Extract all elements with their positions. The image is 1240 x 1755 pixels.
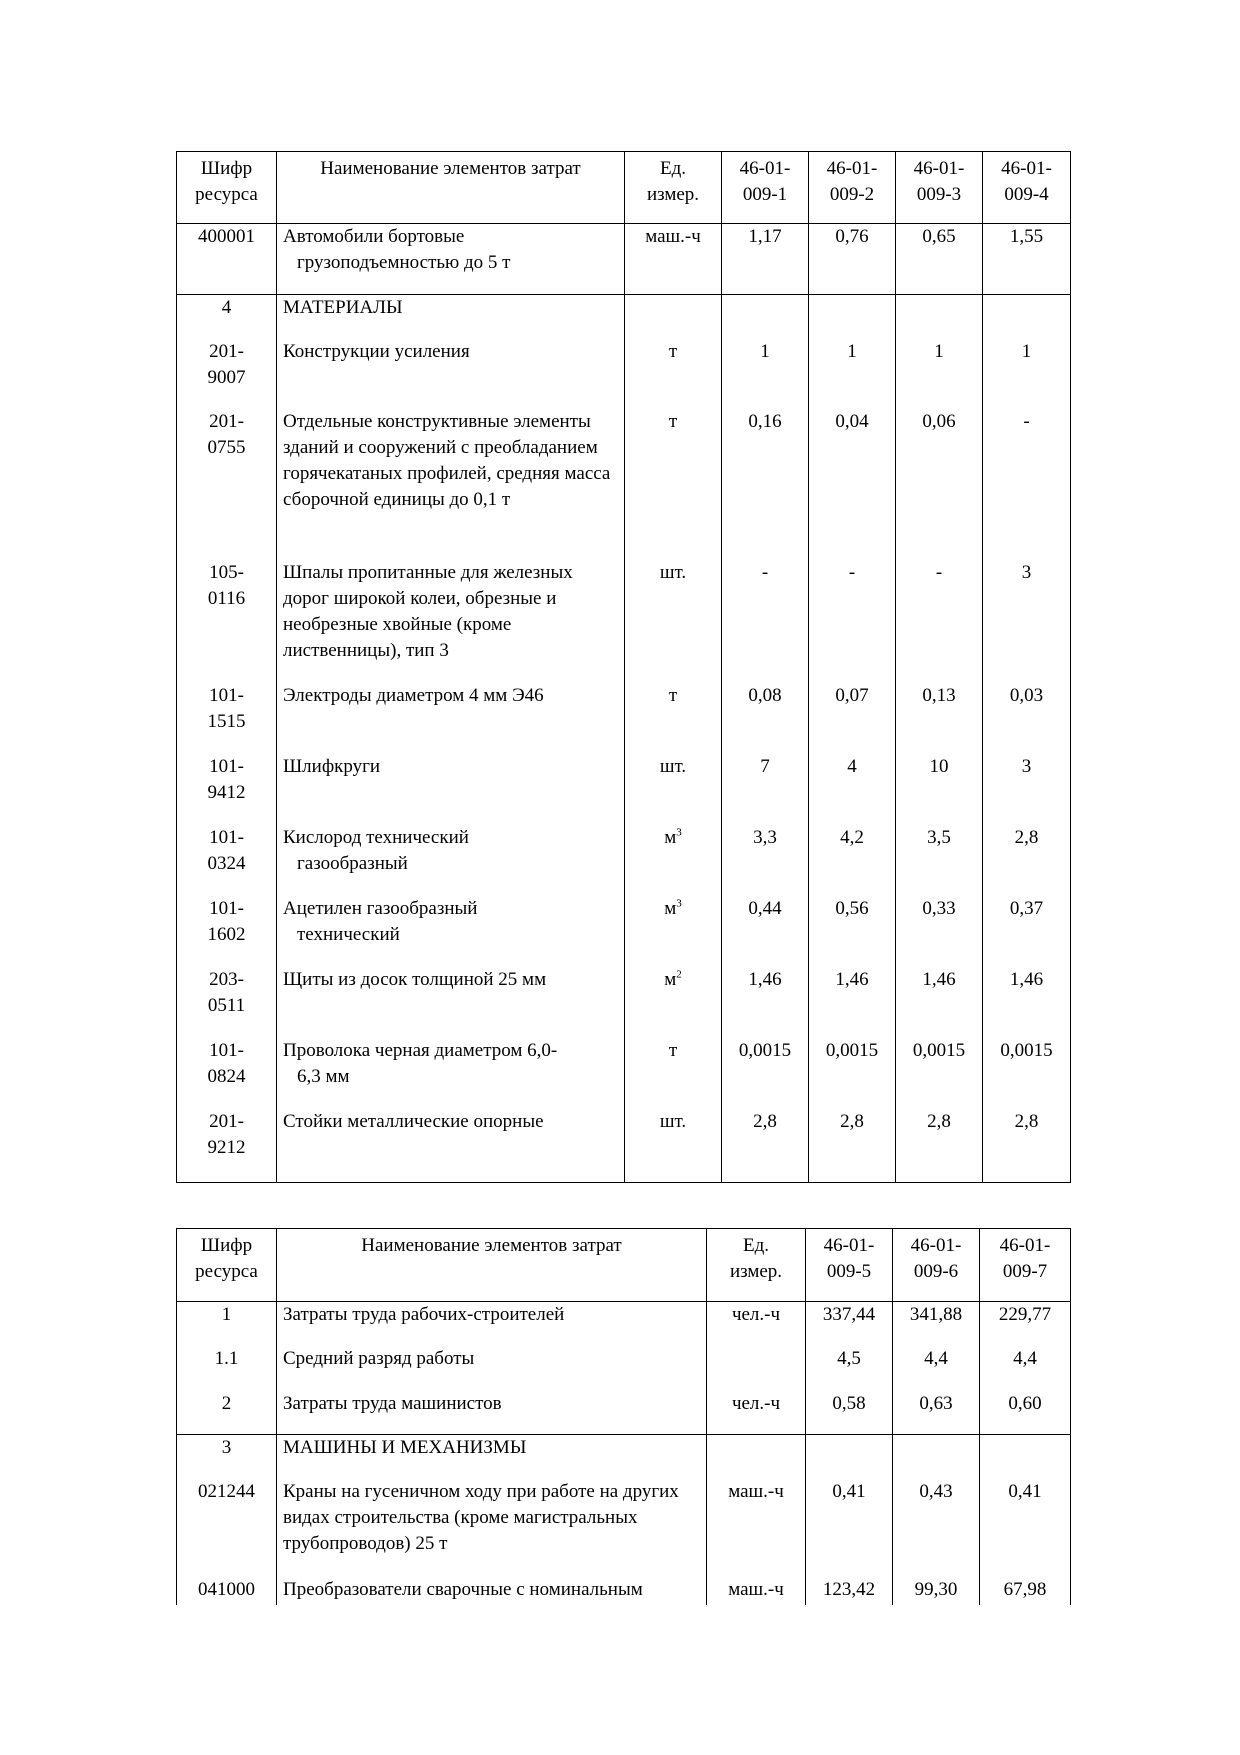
- value-norm-6: 4,4: [893, 1346, 980, 1391]
- value-norm-1: 0,44: [722, 896, 809, 967]
- cost-table-2: [176, 1228, 1071, 1605]
- cost-table-1: [176, 151, 1071, 1183]
- section-row-machines: [177, 1435, 1071, 1479]
- value-norm-5: 337,44: [806, 1302, 893, 1346]
- table-row: [177, 560, 1071, 683]
- header-norm-6: 46-01- 009-6: [893, 1229, 980, 1302]
- value-norm-1: 3,3: [722, 825, 809, 896]
- header-unit: Ед. измер.: [707, 1229, 806, 1302]
- table-row: [177, 1577, 1071, 1605]
- value-norm-3: 3,5: [896, 825, 983, 896]
- value-norm-4: 3: [983, 754, 1071, 825]
- value-norm-2: 0,0015: [809, 1038, 896, 1109]
- resource-code: 021244: [177, 1479, 277, 1577]
- resource-code: 101- 0324: [177, 825, 277, 896]
- resource-code: 041000: [177, 1577, 277, 1605]
- cost-element-name: Шпалы пропитанные для железных дорог широкой колеи, обрезные и необрезные хвойные (кроме лиственницы), тип 3: [277, 560, 625, 683]
- value-norm-4: 1,46: [983, 967, 1071, 1038]
- resource-code: 105- 0116: [177, 560, 277, 683]
- unit: т: [625, 339, 722, 409]
- resource-code: 101- 1602: [177, 896, 277, 967]
- section-code: 4: [177, 295, 277, 339]
- value-norm-4: 1: [983, 339, 1071, 409]
- table-row: [177, 339, 1071, 409]
- cost-element-name: Краны на гусеничном ходу при работе на других видах строительства (кроме магистральных трубопроводов) 25 т: [277, 1479, 707, 1577]
- value-norm-7: 229,77: [980, 1302, 1071, 1346]
- value-norm-3: -: [896, 560, 983, 683]
- value-norm-1: 0,08: [722, 683, 809, 754]
- table-row: [177, 754, 1071, 825]
- value-norm-7: 0,41: [980, 1479, 1071, 1577]
- resource-code: 201- 9212: [177, 1109, 277, 1183]
- header-norm-4: 46-01- 009-4: [983, 152, 1071, 224]
- resource-code: 1: [177, 1302, 277, 1346]
- value-norm-3: 1: [896, 339, 983, 409]
- cost-element-name: Преобразователи сварочные с номинальным: [277, 1577, 707, 1605]
- value-norm-3: 0,13: [896, 683, 983, 754]
- cost-element-name: Проволока черная диаметром 6,0- 6,3 мм: [277, 1038, 625, 1109]
- value-norm-7: 0,60: [980, 1391, 1071, 1435]
- unit: чел.-ч: [707, 1302, 806, 1346]
- unit: т: [625, 1038, 722, 1109]
- value-norm-2: 0,07: [809, 683, 896, 754]
- value-norm-1: 2,8: [722, 1109, 809, 1183]
- table-row: [177, 409, 1071, 560]
- resource-code: 201- 9007: [177, 339, 277, 409]
- value-norm-4: 0,03: [983, 683, 1071, 754]
- value-norm-6: 0,63: [893, 1391, 980, 1435]
- header-resource-code: Шифр ресурса: [177, 1229, 277, 1302]
- value-norm-3: 0,65: [896, 224, 983, 295]
- value-norm-2: 0,56: [809, 896, 896, 967]
- unit: маш.-ч: [707, 1577, 806, 1605]
- unit: маш.-ч: [625, 224, 722, 295]
- unit: шт.: [625, 1109, 722, 1183]
- section-title: МАТЕРИАЛЫ: [277, 295, 625, 339]
- unit: $м^3$: [625, 896, 722, 967]
- value-norm-5: 0,58: [806, 1391, 893, 1435]
- value-norm-3: 10: [896, 754, 983, 825]
- unit: шт.: [625, 754, 722, 825]
- value-norm-5: 4,5: [806, 1346, 893, 1391]
- value-norm-1: 1: [722, 339, 809, 409]
- header-cost-element-name: Наименование элементов затрат: [277, 1229, 707, 1302]
- unit: шт.: [625, 560, 722, 683]
- unit: $м^3$: [625, 825, 722, 896]
- resource-code: 2: [177, 1391, 277, 1435]
- header-norm-7: 46-01- 009-7: [980, 1229, 1071, 1302]
- unit: т: [625, 683, 722, 754]
- value-norm-3: 0,33: [896, 896, 983, 967]
- value-norm-6: 0,43: [893, 1479, 980, 1577]
- resource-code: 101- 9412: [177, 754, 277, 825]
- value-norm-1: -: [722, 560, 809, 683]
- value-norm-2: 1: [809, 339, 896, 409]
- header-cost-element-name: Наименование элементов затрат: [277, 152, 625, 224]
- cost-element-name: Средний разряд работы: [277, 1346, 707, 1391]
- value-norm-3: 0,06: [896, 409, 983, 560]
- cost-element-name: Затраты труда машинистов: [277, 1391, 707, 1435]
- section-title: МАШИНЫ И МЕХАНИЗМЫ: [277, 1435, 707, 1479]
- unit: чел.-ч: [707, 1391, 806, 1435]
- value-norm-1: 1,46: [722, 967, 809, 1038]
- table-row: [177, 1479, 1071, 1577]
- table-row: [177, 224, 1071, 295]
- table-row: [177, 1391, 1071, 1435]
- resource-code: 101- 1515: [177, 683, 277, 754]
- header-resource-code: Шифр ресурса: [177, 152, 277, 224]
- cost-element-name: Кислород технический газообразный: [277, 825, 625, 896]
- table-row: [177, 825, 1071, 896]
- value-norm-1: 0,0015: [722, 1038, 809, 1109]
- value-norm-4: 2,8: [983, 1109, 1071, 1183]
- value-norm-3: 1,46: [896, 967, 983, 1038]
- value-norm-1: 1,17: [722, 224, 809, 295]
- value-norm-2: 1,46: [809, 967, 896, 1038]
- value-norm-2: -: [809, 560, 896, 683]
- value-norm-7: 67,98: [980, 1577, 1071, 1605]
- resource-code: 400001: [177, 224, 277, 295]
- table-row: [177, 1346, 1071, 1391]
- header-unit: Ед. измер.: [625, 152, 722, 224]
- value-norm-5: 123,42: [806, 1577, 893, 1605]
- table-row: [177, 967, 1071, 1038]
- header-norm-2: 46-01- 009-2: [809, 152, 896, 224]
- value-norm-6: 341,88: [893, 1302, 980, 1346]
- cost-element-name: Затраты труда рабочих-строителей: [277, 1302, 707, 1346]
- table-row: [177, 1302, 1071, 1346]
- value-norm-6: 99,30: [893, 1577, 980, 1605]
- value-norm-1: 0,16: [722, 409, 809, 560]
- unit: [707, 1346, 806, 1391]
- cost-element-name: Ацетилен газообразный технический: [277, 896, 625, 967]
- cost-element-name: Конструкции усиления: [277, 339, 625, 409]
- value-norm-2: 4: [809, 754, 896, 825]
- value-norm-5: 0,41: [806, 1479, 893, 1577]
- value-norm-4: 1,55: [983, 224, 1071, 295]
- section-code: 3: [177, 1435, 277, 1479]
- value-norm-3: 2,8: [896, 1109, 983, 1183]
- cost-element-name: Автомобили бортовые грузоподъемностью до 5 т: [277, 224, 625, 295]
- cost-element-name: Стойки металлические опорные: [277, 1109, 625, 1183]
- unit: $м^2$: [625, 967, 722, 1038]
- table-row: [177, 683, 1071, 754]
- resource-code: 203- 0511: [177, 967, 277, 1038]
- header-norm-3: 46-01- 009-3: [896, 152, 983, 224]
- value-norm-1: 7: [722, 754, 809, 825]
- table-row: [177, 1038, 1071, 1109]
- cost-element-name: Щиты из досок толщиной 25 мм: [277, 967, 625, 1038]
- value-norm-2: 4,2: [809, 825, 896, 896]
- cost-element-name: Шлифкруги: [277, 754, 625, 825]
- table-row: [177, 896, 1071, 967]
- header-norm-5: 46-01- 009-5: [806, 1229, 893, 1302]
- value-norm-2: 2,8: [809, 1109, 896, 1183]
- table-row: [177, 1109, 1071, 1183]
- cost-element-name: Отдельные конструктивные элементы зданий и сооружений с преобладанием горячекатаных профилей, средняя масса сборочной единицы до 0,1 т: [277, 409, 625, 560]
- value-norm-3: 0,0015: [896, 1038, 983, 1109]
- cost-element-name: Электроды диаметром 4 мм Э46: [277, 683, 625, 754]
- resource-code: 201- 0755: [177, 409, 277, 560]
- value-norm-2: 0,04: [809, 409, 896, 560]
- value-norm-4: 0,37: [983, 896, 1071, 967]
- resource-code: 1.1: [177, 1346, 277, 1391]
- value-norm-2: 0,76: [809, 224, 896, 295]
- value-norm-7: 4,4: [980, 1346, 1071, 1391]
- section-row-materials: [177, 295, 1071, 339]
- header-norm-1: 46-01- 009-1: [722, 152, 809, 224]
- value-norm-4: 2,8: [983, 825, 1071, 896]
- unit: маш.-ч: [707, 1479, 806, 1577]
- value-norm-4: 0,0015: [983, 1038, 1071, 1109]
- resource-code: 101- 0824: [177, 1038, 277, 1109]
- value-norm-4: -: [983, 409, 1071, 560]
- unit: т: [625, 409, 722, 560]
- value-norm-4: 3: [983, 560, 1071, 683]
